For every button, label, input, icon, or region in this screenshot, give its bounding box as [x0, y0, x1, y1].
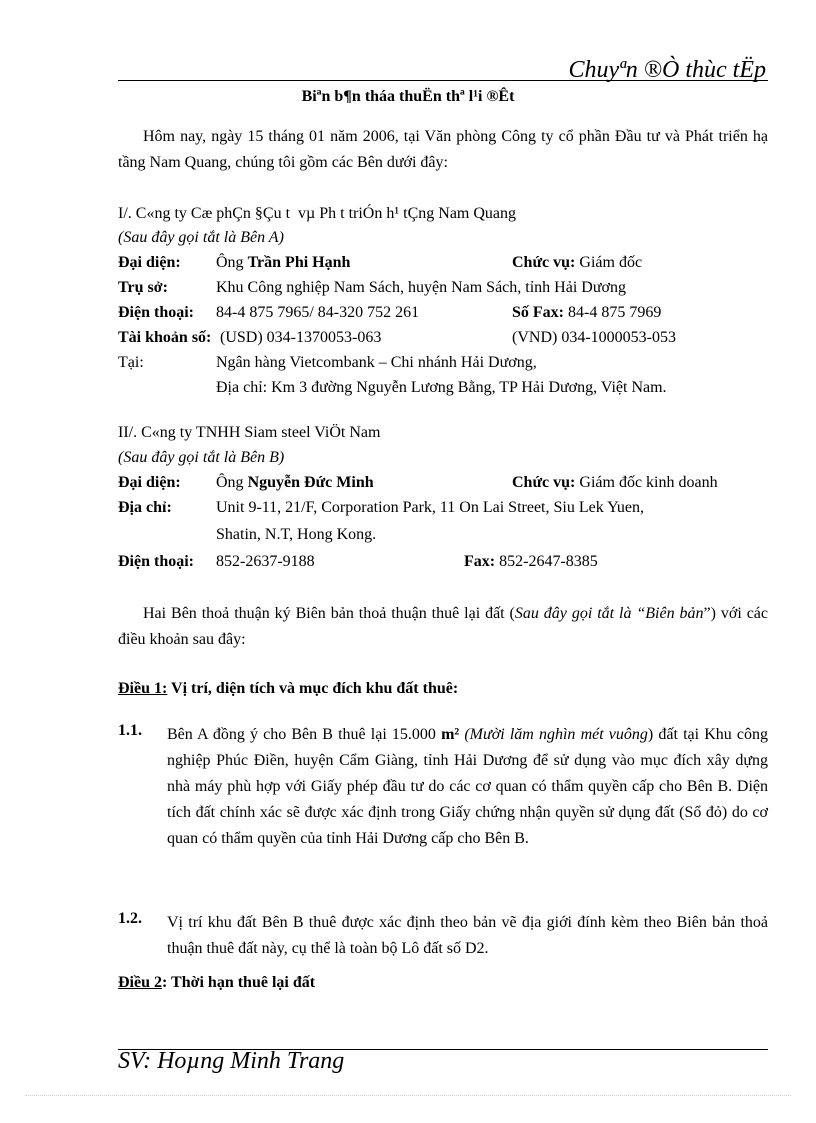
agreement-pre: Hai Bên thoả thuận ký Biên bản thoả thuận thuê lại đất ( — [143, 605, 515, 622]
article-2-heading — [118, 974, 315, 992]
intro-paragraph: Hôm nay, ngày 15 tháng 01 năm 2006, tại Văn phòng Công ty cổ phần Đầu tư và Phát triển hạ tầng Nam Quang, chúng tôi gồm các Bên dưới đây: — [118, 128, 768, 171]
article-1-heading — [118, 680, 458, 698]
article-2-label: Điều 2 — [118, 974, 162, 991]
party-a-phone-value: 84-4 875 7965/ 84-320 752 261 — [216, 304, 420, 321]
party-a-phone-label: Điện thoại: — [118, 304, 194, 321]
document-title: Biªn b¶n tháa thuËn thª l¹i ®Êt — [301, 88, 515, 105]
party-a-rep-label: Đại diện: — [118, 254, 181, 271]
party-b-phone-label: Điện thoại: — [118, 553, 194, 570]
item-1-1-post: ) đất tại Khu công nghiệp Phúc Điền, huyện Cẩm Giàng, tỉnh Hải Dương để sử dụng vào mục đích xây dựng nhà máy phù hợp với Giấy phép đầu tư do các cơ quan có thẩm quyền cấp cho Bên B. Diện tích đất chính xác sẽ được xác định trong Giấy chứng nhận quyền sử dụng đất (Sổ đỏ) do cơ quan có thẩm quyền của tỉnh Hải Dương cấp cho Bên B. — [167, 726, 768, 847]
party-a-rep-name: Trần Phi Hạnh — [247, 254, 351, 271]
party-b-rep — [216, 474, 374, 492]
party-b-address-label: Địa chỉ: — [118, 499, 172, 516]
item-1-2-number: 1.2. — [118, 910, 142, 927]
party-a-rep — [216, 254, 350, 272]
party-a-pos-label: Chức vụ: — [512, 254, 576, 271]
running-header-title: Chuyªn ®Ò thùc tËp — [568, 57, 766, 83]
party-a-account-vnd: (VND) 034-1000053-053 — [512, 329, 676, 346]
header-rule — [118, 80, 768, 81]
party-b-address-line1: Unit 9-11, 21/F, Corporation Park, 11 On Lai Street, Siu Lek Yuen, — [216, 499, 644, 516]
party-b-pos-label: Chức vụ: — [512, 474, 576, 491]
party-b-address-line2: Shatin, N.T, Hong Kong. — [216, 526, 377, 543]
item-1-1-unit: m² — [441, 726, 460, 743]
article-1-label: Điều 1: — [118, 680, 168, 697]
party-b-rep-prefix: Ông — [216, 474, 248, 491]
party-a-fax-value: 84-4 875 7969 — [568, 304, 662, 321]
party-b-pos-value: Giám đốc kinh doanh — [579, 474, 718, 491]
party-a-heading: I/. C«ng ty Cæ phÇn §Çu t vµ Ph t triÓn h¹ tÇng Nam Quang — [118, 205, 517, 222]
party-a-fax — [512, 304, 661, 322]
party-a-at-label: Tại: — [118, 354, 144, 371]
party-b-rep-name: Nguyễn Đức Minh — [247, 474, 374, 491]
article-2-title: : Thời hạn thuê lại đất — [162, 974, 316, 991]
party-b-position — [512, 474, 718, 492]
party-a-alias: (Sau đây gọi tắt là Bên A) — [118, 229, 284, 246]
agreement-paragraph — [118, 601, 768, 653]
party-b-phone-value: 852-2637-9188 — [216, 553, 315, 570]
agreement-post: ”) với các điều khoản sau đây: — [118, 605, 769, 648]
party-a-position — [512, 254, 642, 272]
party-b-fax — [464, 553, 598, 571]
party-a-pos-value: Giám đốc — [579, 254, 643, 271]
party-b-rep-label: Đại diện: — [118, 474, 181, 491]
footer-student: SV: Hoµng Minh Trang — [118, 1048, 345, 1074]
party-a-account-usd: (USD) 034-1370053-063 — [220, 329, 382, 346]
agreement-alias: Sau đây gọi tắt là “Biên bản — [514, 605, 704, 622]
article-1-title: Vị trí, diện tích và mục đích khu đất thuê: — [167, 680, 459, 697]
party-b-heading: II/. C«ng ty TNHH Siam steel ViÖt Nam — [118, 424, 381, 441]
party-a-office-value: Khu Công nghiệp Nam Sách, huyện Nam Sách, tỉnh Hải Dương — [216, 279, 626, 296]
party-a-account-label: Tài khoản số: — [118, 329, 212, 346]
party-b-fax-value: 852-2647-8385 — [499, 553, 598, 570]
item-1-2-text: Vị trí khu đất Bên B thuê được xác định theo bản vẽ địa giới đính kèm theo Biên bản thoả thuận thuê đất này, cụ thể là toàn bộ Lô đất số D2. — [167, 914, 768, 957]
page-edge-dotted-line — [25, 1095, 791, 1096]
party-b-fax-label: Fax: — [464, 553, 496, 570]
party-b-alias: (Sau đây gọi tắt là Bên B) — [118, 449, 285, 466]
item-1-1-italic: (Mười lăm nghìn mét vuông — [459, 726, 648, 743]
party-a-office-label: Trụ sở: — [118, 279, 168, 296]
party-a-bank-address: Địa chỉ: Km 3 đường Nguyễn Lương Bằng, TP Hải Dương, Việt Nam. — [216, 379, 667, 396]
party-a-fax-label: Số Fax: — [512, 304, 564, 321]
item-1-1-number: 1.1. — [118, 722, 142, 739]
item-1-1-pre: Bên A đồng ý cho Bên B thuê lại 15.000 — [167, 726, 442, 743]
item-1-1-text — [167, 722, 768, 852]
party-a-rep-prefix: Ông — [216, 254, 248, 271]
party-a-bank: Ngân hàng Vietcombank – Chi nhánh Hải Dương, — [216, 354, 537, 371]
